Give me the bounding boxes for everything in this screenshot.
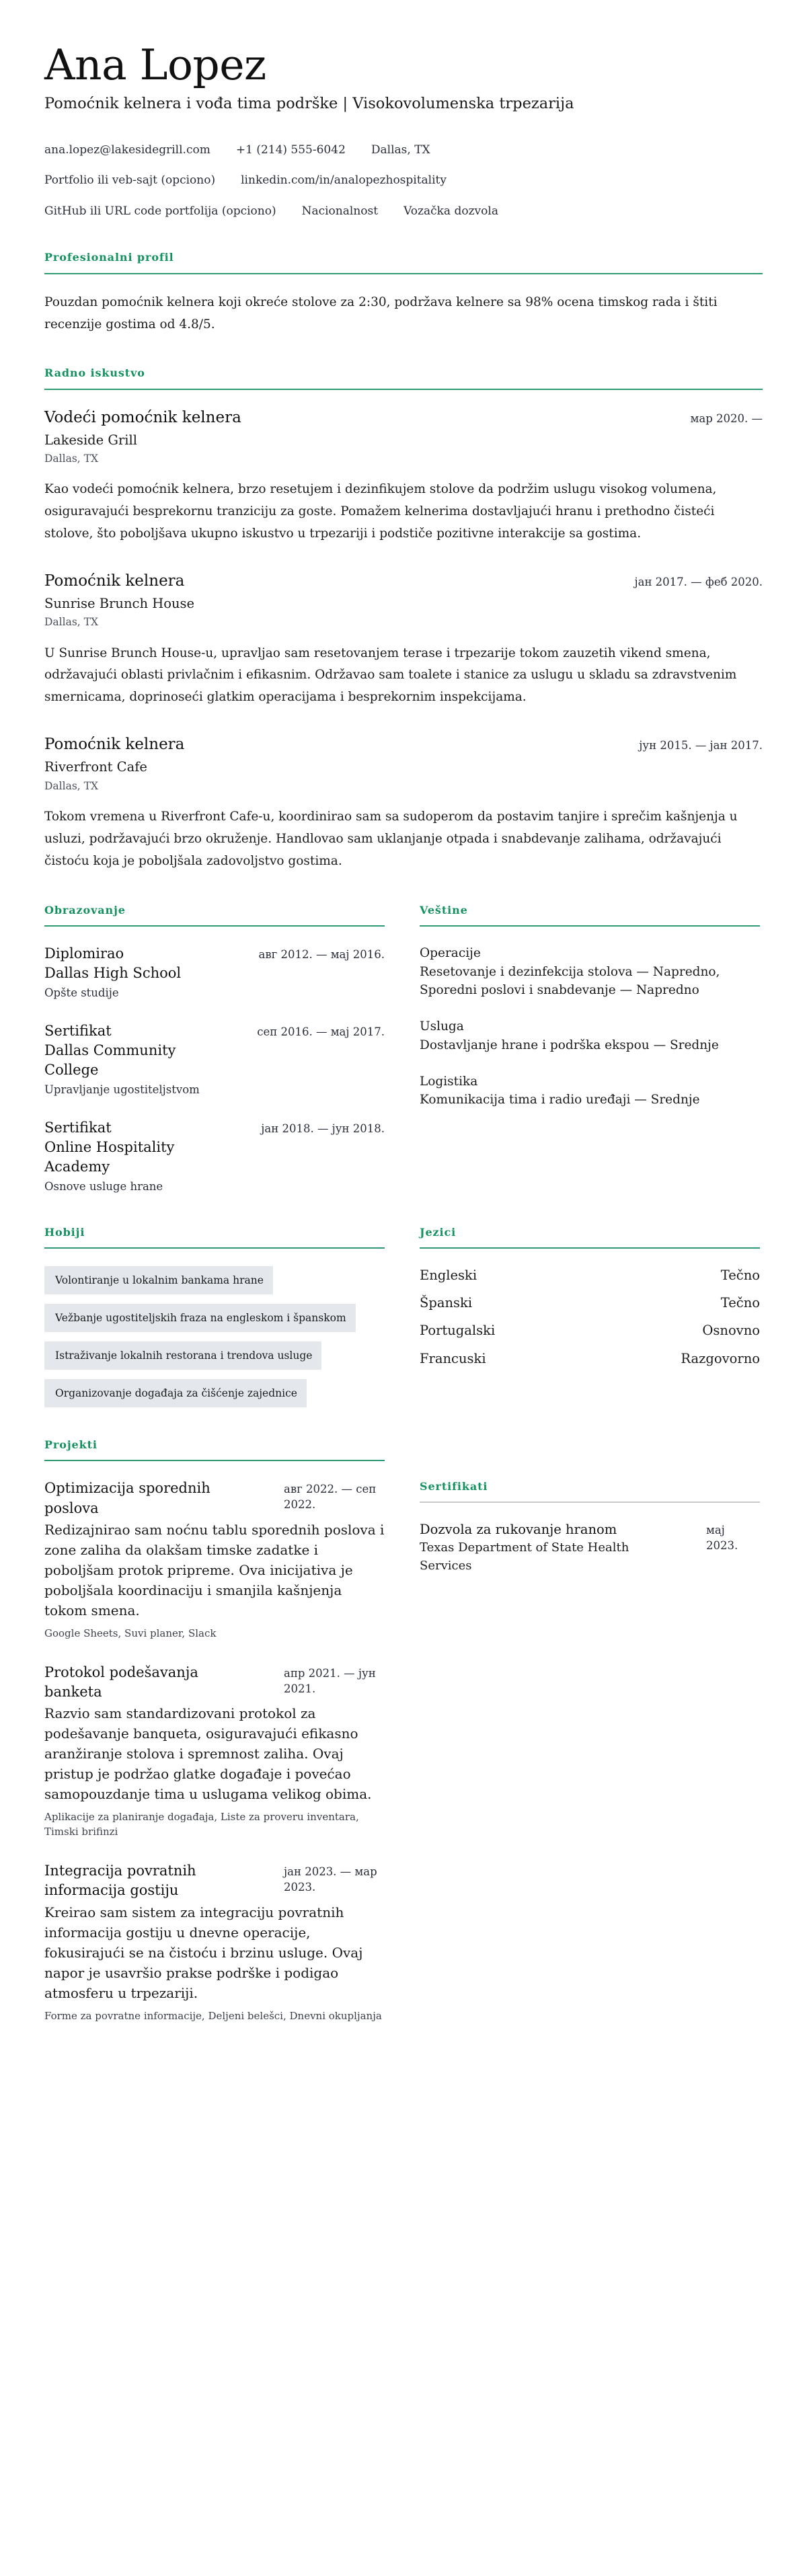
education-entry — [44, 944, 385, 1001]
column-hobbies — [44, 1226, 385, 1407]
education-entry-row — [44, 1021, 385, 1098]
certificate-name: Dozvola za rukovanje hranom — [420, 1522, 617, 1538]
education-entry — [44, 1021, 385, 1098]
job-description: U Sunrise Brunch House-u, upravljao sam resetovanjem terase i trpezarije tokom zauzetih vikend smena, održavajući oblasti privlačnim i efikasnim. Održavao sam toalete i stanice za uslugu u skladu sa zdravstvenim smernicama, doprinoseći glatkim operacijama i besprekornim inspekcijama. — [44, 646, 737, 705]
education-school: Dallas Community College — [44, 1042, 176, 1079]
language-row — [420, 1294, 760, 1313]
job-dates: мар 2020. — — [690, 412, 763, 425]
project-description: Razvio sam standardizovani protokol za podešavanje banqueta, osiguravajući efikasno aranžiranje stolova i spremnost zaliha. Ovaj pristup je podržao glatke događaje i povećao samopouzdanje tima u uslugama velikog obima. — [44, 1705, 372, 1803]
education-degree: Diplomirao — [44, 945, 124, 962]
job-company: Lakeside Grill — [44, 432, 138, 448]
section-professional-profile — [44, 251, 763, 336]
language-level: Osnovno — [702, 1323, 760, 1339]
hobby-chip: Istraživanje lokalnih restorana i trendova usluge — [44, 1341, 321, 1370]
contact-email[interactable]: ana.lopez@lakesidegrill.com — [44, 143, 210, 157]
column-skills — [420, 904, 760, 1109]
project-title: Integracija povratnih informacija gostiju — [44, 1862, 196, 1899]
job-description: Tokom vremena u Riverfront Cafe-u, koordinirao sam sa sudoperom da postavim tanjire i sprečim kašnjenja u usluzi, podržavajući brzo okruženje. Handlovao sam uklanjanje otpada i snabdevanje zalihama, održavajući čistoću koja je poboljšala zadovoljstvo gostima. — [44, 809, 738, 868]
language-row — [420, 1266, 760, 1285]
education-dates: сеп 2016. — мај 2017. — [257, 1025, 385, 1038]
resume-header — [44, 42, 763, 220]
certificate-issuer: Texas Department of State Health Services — [420, 1540, 629, 1573]
project-entry — [44, 1479, 385, 1641]
project-entry-header — [44, 1663, 385, 1703]
certificate-date: мај 2023. — [706, 1524, 738, 1553]
skill-list: Resetovanje i dezinfekcija stolova — Napredno, Sporedni poslovi i snabdevanje — Napredno — [420, 964, 720, 998]
certificate-entry — [420, 1520, 760, 1574]
column-certificates — [420, 1438, 760, 1575]
project-tools: Forme za povratne informacije, Deljeni belešci, Dnevni okupljanja — [44, 2009, 382, 2022]
contact-drivers-license: Vozačka dozvola — [404, 204, 498, 218]
section-title-skills: Veštine — [420, 903, 468, 916]
hobby-chip: Volontiranje u lokalnim bankama hrane — [44, 1266, 273, 1294]
certificate-entry-main — [420, 1520, 642, 1574]
language-row — [420, 1321, 760, 1340]
education-entry-main — [44, 1118, 213, 1195]
skill-group — [420, 944, 760, 1000]
section-work-experience — [44, 366, 763, 872]
language-level: Razgovorno — [681, 1350, 760, 1366]
contact-row-1 — [44, 142, 763, 159]
job-title: Vodeći pomoćnik kelnera — [44, 408, 241, 426]
experience-entry — [44, 571, 763, 709]
skill-category: Logistika — [420, 1074, 478, 1089]
contact-block — [44, 142, 763, 221]
section-title-profile: Profesionalni profil — [44, 251, 174, 264]
education-entry-row — [44, 1118, 385, 1195]
skill-group — [420, 1017, 760, 1055]
hobby-chip: Vežbanje ugostiteljskih fraza na engleskom i španskom — [44, 1304, 356, 1332]
experience-entry — [44, 734, 763, 872]
project-tools: Google Sheets, Suvi planer, Slack — [44, 1627, 217, 1639]
skill-group — [420, 1072, 760, 1110]
section-divider-hobbies — [44, 1247, 385, 1249]
education-entry-main — [44, 1021, 213, 1098]
education-degree: Sertifikat — [44, 1119, 112, 1136]
project-dates: јан 2023. — мар 2023. — [284, 1865, 377, 1894]
language-level: Tečno — [720, 1295, 760, 1311]
skill-list: Komunikacija tima i radio uređaji — Srednje — [420, 1093, 700, 1107]
contact-location: Dallas, TX — [371, 143, 430, 157]
job-company: Sunrise Brunch House — [44, 596, 195, 612]
skill-category: Usluga — [420, 1019, 464, 1034]
experience-entry — [44, 407, 763, 545]
language-name: Engleski — [420, 1267, 477, 1283]
section-projects-certificates — [44, 1438, 763, 2024]
contact-portfolio[interactable]: Portfolio ili veb-sajt (opciono) — [44, 173, 216, 188]
section-divider-experience — [44, 389, 763, 390]
column-languages — [420, 1226, 760, 1368]
project-entry — [44, 1861, 385, 2024]
contact-row-2 — [44, 172, 763, 190]
contact-linkedin[interactable]: linkedin.com/in/analopezhospitality — [241, 173, 447, 188]
column-education — [44, 904, 385, 1195]
column-projects — [44, 1438, 385, 2024]
section-title-experience: Radno iskustvo — [44, 366, 145, 380]
job-dates: јун 2015. — јан 2017. — [639, 739, 763, 752]
project-description: Redizajnirao sam noćnu tablu sporednih poslova i zone zaliha da olakšam timske zadatke i poboljšam protok pripreme. Ova inicijativa je poboljšala koordinaciju i smanjila kašnjenja tokom smena. — [44, 1521, 385, 1618]
job-dates: јан 2017. — феб 2020. — [634, 575, 763, 588]
experience-entry-header — [44, 571, 763, 592]
job-description: Kao vodeći pomoćnik kelnera, brzo resetujem i dezinfikujem stolove da podržim uslugu visokog volumena, osiguravajući besprekornu tranziciju za goste. Pomažem kelnerima dostavljajući hranu i prethodno čisteći stolove, što poboljšava ukupno iskustvo u trpezariji i podstiče pozitivne interakcije sa gostima. — [44, 482, 717, 541]
language-name: Portugalski — [420, 1323, 496, 1339]
job-location: Dallas, TX — [44, 452, 99, 465]
education-field: Opšte studije — [44, 986, 119, 999]
education-school: Online Hospitality Academy — [44, 1139, 175, 1175]
contact-phone[interactable]: +1 (214) 555-6042 — [235, 143, 346, 157]
project-description: Kreirao sam sistem za integraciju povratnih informacija gostiju u dnevne operacije, fokusirajući se na čistoću i brzinu usluge. Ovaj napor je usavršio prakse podrške i podigao atmosferu u trpezariji. — [44, 1904, 363, 2001]
contact-row-3 — [44, 203, 763, 221]
education-entry — [44, 1118, 385, 1195]
section-title-hobbies: Hobiji — [44, 1225, 85, 1239]
experience-entry-header — [44, 407, 763, 428]
skill-list: Dostavljanje hrane i podrška ekspou — Srednje — [420, 1038, 719, 1052]
project-title: Protokol podešavanja banketa — [44, 1664, 198, 1701]
section-divider-skills — [420, 925, 760, 927]
experience-entry-header — [44, 734, 763, 755]
project-dates: апр 2021. — јун 2021. — [284, 1666, 376, 1695]
section-divider-languages — [420, 1247, 760, 1249]
education-dates: авг 2012. — мај 2016. — [258, 947, 385, 961]
education-degree: Sertifikat — [44, 1022, 112, 1039]
job-location: Dallas, TX — [44, 779, 99, 792]
section-hobbies-languages — [44, 1226, 763, 1407]
section-divider-certificates — [420, 1501, 760, 1503]
language-name: Španski — [420, 1295, 473, 1311]
language-name: Francuski — [420, 1350, 486, 1366]
job-company: Riverfront Cafe — [44, 759, 147, 775]
language-level: Tečno — [720, 1267, 760, 1283]
section-title-education: Obrazovanje — [44, 903, 126, 916]
project-entry-header — [44, 1861, 385, 1901]
project-entry-header — [44, 1479, 385, 1518]
job-title: Pomoćnik kelnera — [44, 572, 185, 590]
candidate-name: Ana Lopez — [44, 40, 266, 89]
skill-category: Operacije — [420, 945, 481, 960]
language-row — [420, 1350, 760, 1368]
education-field: Upravljanje ugostiteljstvom — [44, 1083, 200, 1096]
project-entry — [44, 1663, 385, 1840]
job-location: Dallas, TX — [44, 616, 99, 629]
job-title: Pomoćnik kelnera — [44, 736, 185, 754]
project-title: Optimizacija sporednih poslova — [44, 1480, 210, 1516]
profile-summary-text: Pouzdan pomoćnik kelnera koji okreće stolove za 2:30, podržava kelnere sa 98% ocena timskog rada i štiti recenzije gostima od 4.8/5. — [44, 295, 718, 331]
project-dates: авг 2022. — сеп 2022. — [284, 1483, 377, 1512]
contact-github[interactable]: GitHub ili URL code portfolija (opciono) — [44, 204, 276, 218]
education-field: Osnove usluge hrane — [44, 1179, 163, 1193]
education-school: Dallas High School — [44, 965, 182, 982]
contact-nationality: Nacionalnost — [301, 204, 379, 218]
section-title-languages: Jezici — [420, 1225, 457, 1239]
education-entry-main — [44, 944, 181, 1001]
education-dates: јан 2018. — јун 2018. — [261, 1122, 385, 1135]
hobby-chip: Organizovanje događaja za čišćenje zajednice — [44, 1379, 307, 1407]
certificates-top-spacer — [420, 1438, 760, 1480]
section-divider-profile — [44, 273, 763, 274]
section-divider-projects — [44, 1460, 385, 1461]
section-title-projects: Projekti — [44, 1438, 98, 1451]
section-divider-education — [44, 925, 385, 927]
project-tools: Aplikacije za planiranje događaja, Liste za proveru inventara, Timski brifinzi — [44, 1811, 359, 1838]
education-entry-row — [44, 944, 385, 1001]
candidate-headline: Pomoćnik kelnera i vođa tima podrške | Visokovolumenska trpezarija — [44, 94, 574, 112]
section-education-skills — [44, 904, 763, 1195]
section-title-certificates: Sertifikati — [420, 1479, 488, 1493]
